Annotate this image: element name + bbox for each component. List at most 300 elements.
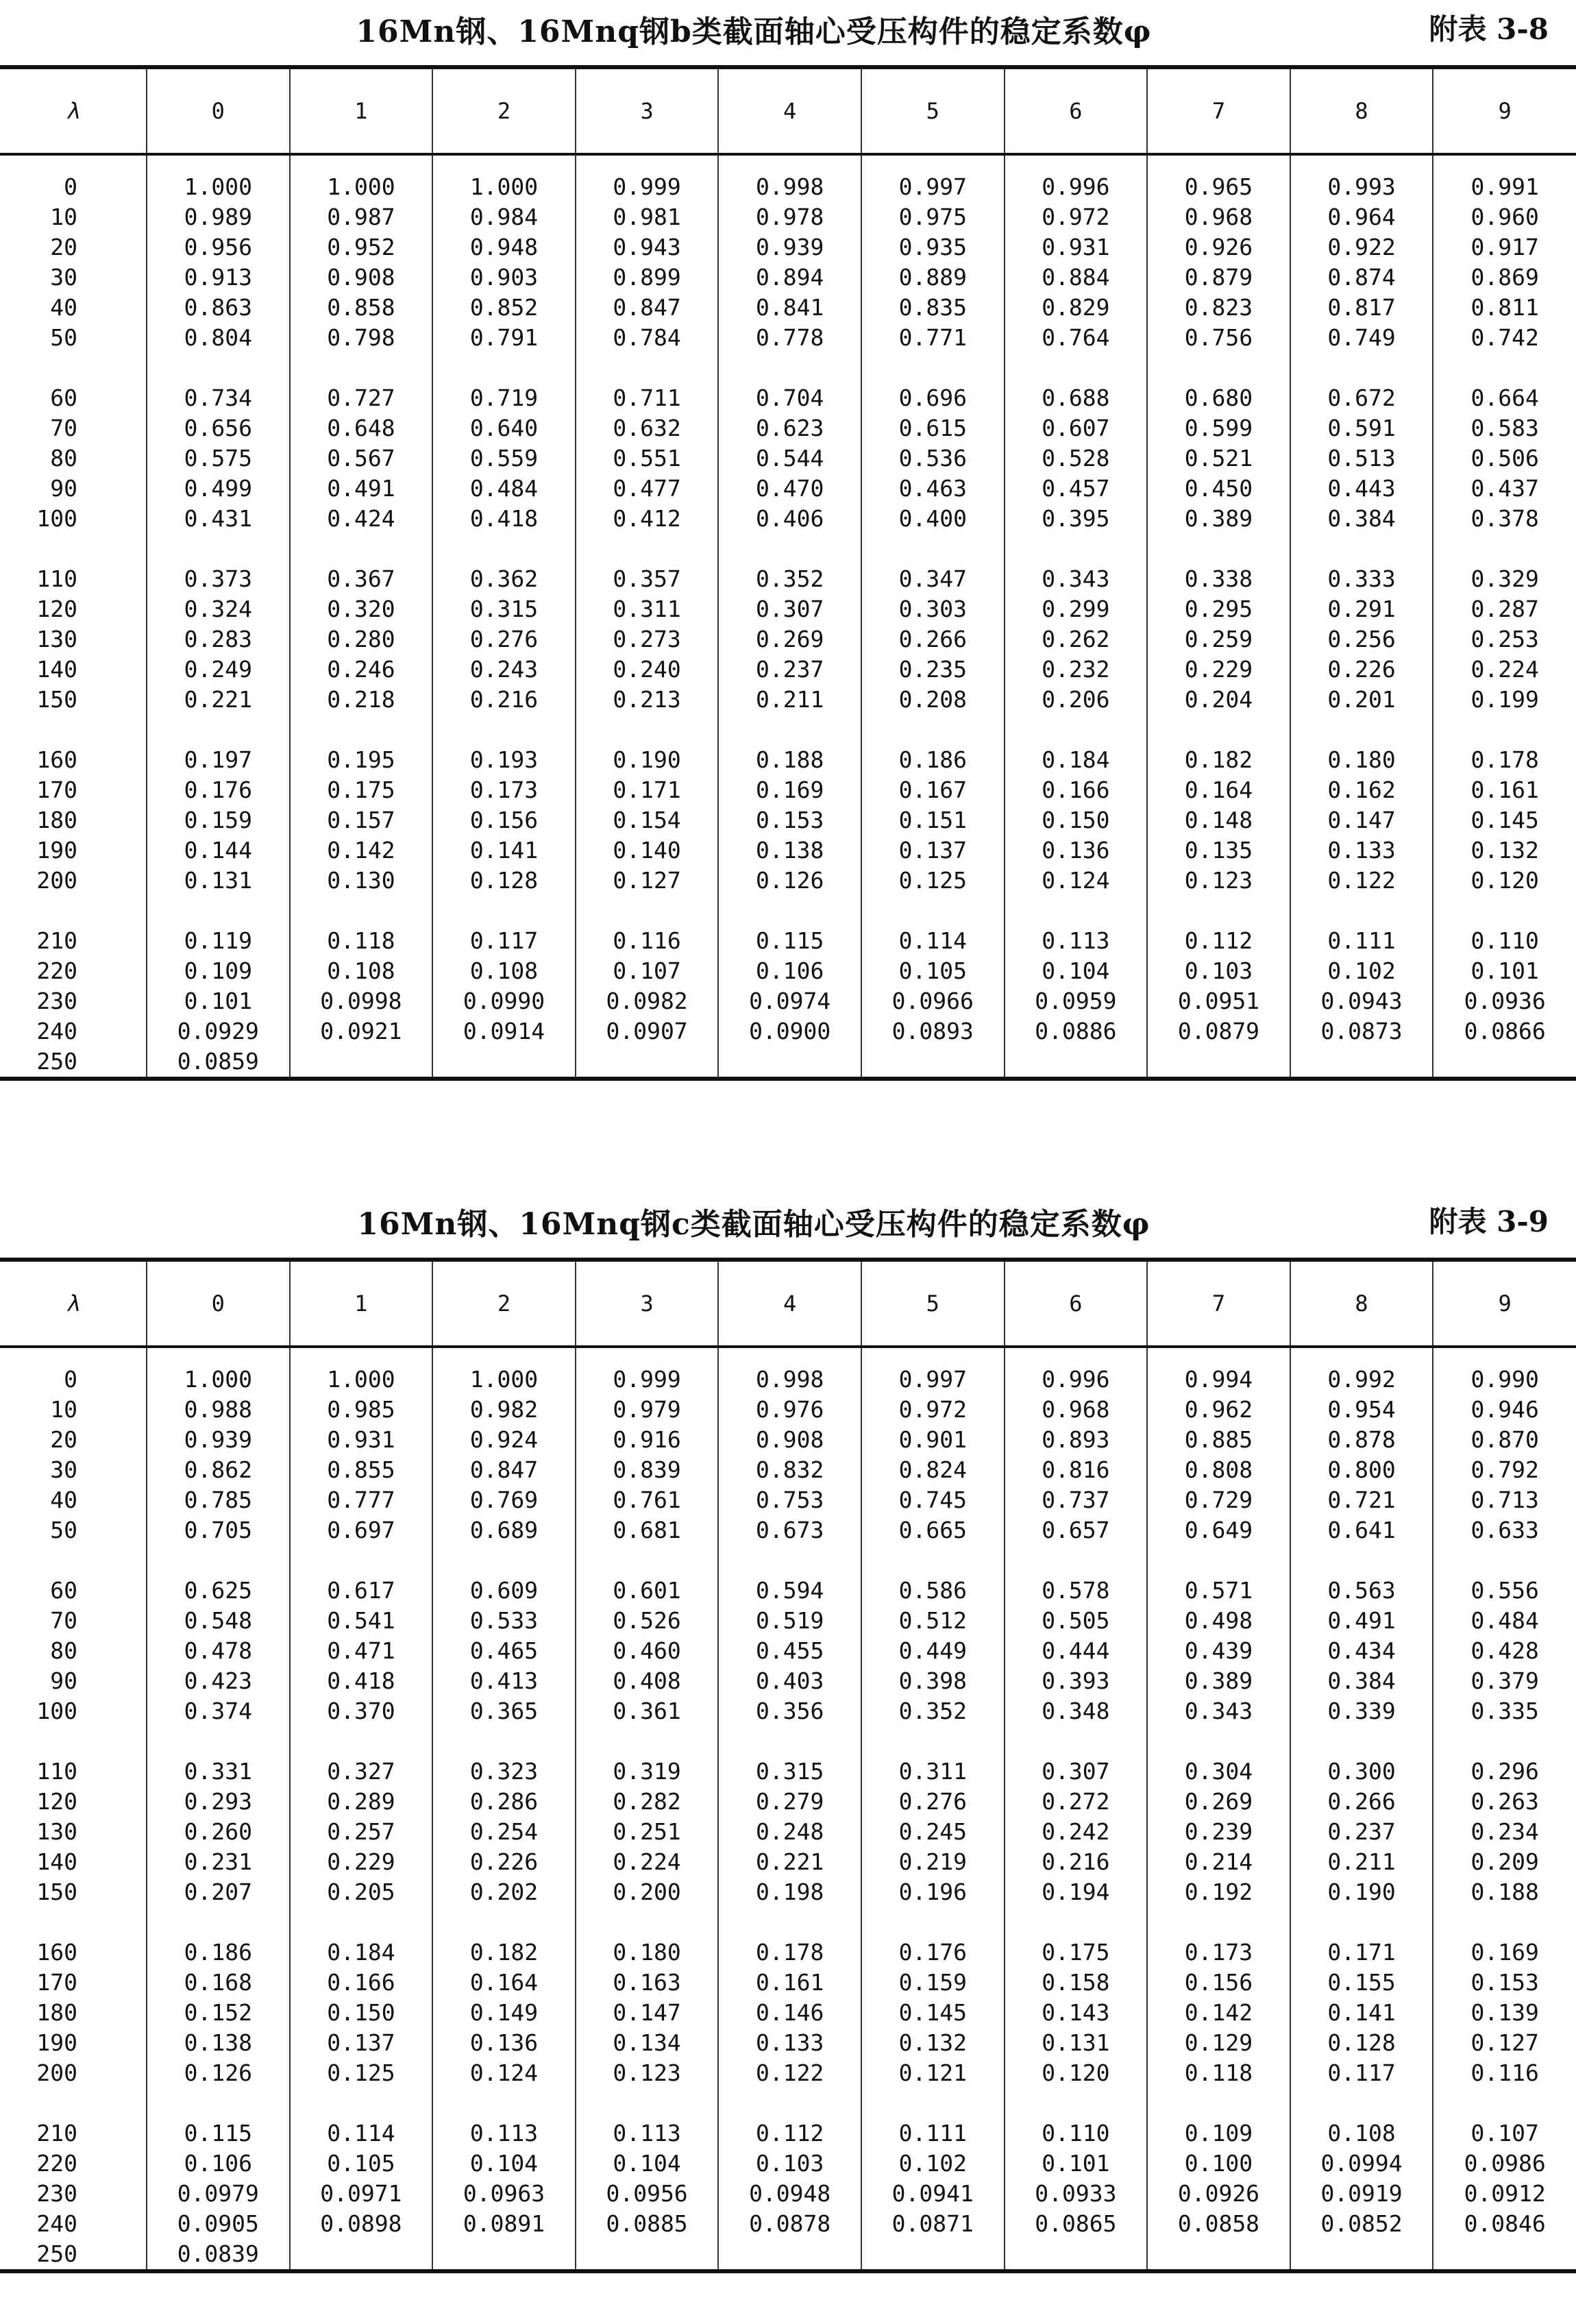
phi-cell: 0.885	[1147, 1425, 1290, 1455]
phi-cell: 0.147	[576, 1998, 719, 2028]
phi-cell: 0.996	[1005, 1347, 1148, 1395]
spacer-cell	[1433, 2088, 1576, 2118]
phi-cell: 1.000	[432, 1347, 576, 1395]
appendix-number: 附表 3-9	[1429, 1205, 1549, 1238]
phi-cell: 0.202	[432, 1877, 576, 1907]
phi-cell: 0.0971	[290, 2179, 433, 2209]
group-spacer	[0, 534, 1576, 564]
phi-cell: 0.184	[1005, 745, 1148, 775]
phi-cell: 0.320	[290, 594, 433, 624]
phi-cell: 0.171	[1290, 1937, 1433, 1968]
phi-cell: 0.126	[147, 2058, 290, 2088]
phi-cell: 0.146	[718, 1998, 861, 2028]
phi-cell: 0.118	[1147, 2058, 1290, 2088]
phi-cell: 0.289	[290, 1787, 433, 1817]
table-row	[0, 1847, 1576, 1877]
phi-cell: 0.311	[861, 1757, 1005, 1787]
phi-cell: 0.125	[861, 866, 1005, 896]
phi-cell: 0.213	[576, 685, 719, 715]
phi-cell: 0.161	[718, 1968, 861, 1998]
phi-cell: 0.102	[1290, 956, 1433, 986]
phi-cell: 0.127	[576, 866, 719, 896]
phi-cell: 0.648	[290, 413, 433, 443]
phi-cell: 0.599	[1147, 413, 1290, 443]
phi-cell: 0.0893	[861, 1016, 1005, 1047]
phi-cell: 0.148	[1147, 805, 1290, 835]
phi-cell: 0.124	[432, 2058, 576, 2088]
phi-cell	[1005, 1047, 1148, 1079]
lambda-cell: 90	[50, 1667, 77, 1694]
spacer-cell	[1433, 353, 1576, 383]
phi-cell: 0.533	[432, 1606, 576, 1636]
phi-cell: 0.257	[290, 1817, 433, 1847]
phi-cell: 0.0998	[290, 986, 433, 1016]
phi-cell: 0.0898	[290, 2209, 433, 2239]
phi-cell: 0.126	[718, 866, 861, 896]
spacer-cell	[1290, 1907, 1433, 1937]
phi-cell: 0.976	[718, 1395, 861, 1425]
lambda-cell: 210	[36, 2120, 77, 2146]
table-row	[0, 1016, 1576, 1047]
spacer-cell	[1147, 534, 1290, 564]
phi-cell: 0.173	[432, 775, 576, 805]
table-row	[0, 564, 1576, 594]
lambda-cell: 30	[50, 1456, 77, 1483]
phi-cell: 0.696	[861, 383, 1005, 413]
phi-cell: 0.0956	[576, 2179, 719, 2209]
phi-cell: 0.943	[576, 232, 719, 262]
spacer-cell	[1290, 715, 1433, 745]
phi-cell: 0.0986	[1433, 2149, 1576, 2179]
phi-cell: 0.769	[432, 1485, 576, 1515]
phi-cell: 0.323	[432, 1757, 576, 1787]
phi-cell: 0.823	[1147, 293, 1290, 323]
lambda-cell: 10	[50, 204, 77, 230]
table-row	[0, 2209, 1576, 2239]
spacer-cell	[1147, 2088, 1290, 2118]
table-row	[0, 504, 1576, 534]
phi-cell: 0.869	[1433, 262, 1576, 293]
phi-cell: 0.384	[1290, 504, 1433, 534]
phi-cell: 0.444	[1005, 1636, 1148, 1666]
spacer-cell	[290, 1907, 433, 1937]
phi-cell: 0.839	[576, 1455, 719, 1485]
lambda-cell: 220	[36, 2150, 77, 2177]
header-col-4: 4	[718, 67, 861, 154]
spacer-cell	[290, 715, 433, 745]
phi-cell: 0.591	[1290, 413, 1433, 443]
phi-cell: 0.303	[861, 594, 1005, 624]
phi-cell: 0.491	[290, 474, 433, 504]
phi-cell: 0.756	[1147, 323, 1290, 353]
phi-cell: 1.000	[147, 1347, 290, 1395]
header-col-7: 7	[1147, 67, 1290, 154]
phi-cell: 0.164	[432, 1968, 576, 1998]
header-col-6: 6	[1005, 67, 1148, 154]
phi-cell: 0.811	[1433, 293, 1576, 323]
phi-cell: 0.134	[576, 2028, 719, 2058]
phi-cell: 0.862	[147, 1455, 290, 1485]
phi-cell: 1.000	[147, 154, 290, 202]
phi-cell	[861, 2239, 1005, 2271]
phi-cell: 0.0929	[147, 1016, 290, 1047]
phi-cell: 0.209	[1433, 1847, 1576, 1877]
phi-cell: 0.114	[861, 926, 1005, 956]
phi-cell: 0.333	[1290, 564, 1433, 594]
lambda-cell: 40	[50, 1487, 77, 1513]
lambda-cell: 190	[36, 837, 77, 864]
phi-cell: 0.705	[147, 1515, 290, 1545]
phi-cell: 0.841	[718, 293, 861, 323]
lambda-cell: 30	[50, 264, 77, 291]
spacer-cell	[0, 1726, 147, 1757]
table-row	[0, 1606, 1576, 1636]
phi-cell: 0.184	[290, 1937, 433, 1968]
phi-cell: 0.528	[1005, 443, 1148, 474]
table-row	[0, 2179, 1576, 2209]
spacer-cell	[1147, 1545, 1290, 1576]
table-row	[0, 1787, 1576, 1817]
lambda-cell: 160	[36, 746, 77, 773]
phi-cell: 0.173	[1147, 1937, 1290, 1968]
phi-cell: 0.295	[1147, 594, 1290, 624]
phi-cell	[432, 2239, 576, 2271]
phi-cell: 0.998	[718, 154, 861, 202]
phi-cell: 0.777	[290, 1485, 433, 1515]
phi-cell: 0.293	[147, 1787, 290, 1817]
phi-cell: 0.894	[718, 262, 861, 293]
phi-cell: 0.104	[432, 2149, 576, 2179]
table-row	[0, 1636, 1576, 1666]
table-row	[0, 154, 1576, 202]
header-col-1: 1	[290, 1260, 433, 1347]
phi-cell: 0.847	[576, 293, 719, 323]
phi-cell: 0.251	[576, 1817, 719, 1847]
phi-cell: 0.232	[1005, 655, 1148, 685]
group-spacer	[0, 2088, 1576, 2118]
phi-cell: 0.594	[718, 1576, 861, 1606]
phi-cell: 0.954	[1290, 1395, 1433, 1425]
phi-cell: 0.879	[1147, 262, 1290, 293]
spacer-cell	[147, 896, 290, 926]
phi-cell: 0.835	[861, 293, 1005, 323]
phi-cell: 0.852	[432, 293, 576, 323]
phi-cell: 0.118	[290, 926, 433, 956]
phi-cell: 0.808	[1147, 1455, 1290, 1485]
phi-cell: 0.108	[432, 956, 576, 986]
phi-cell: 0.166	[1005, 775, 1148, 805]
phi-cell	[1290, 2239, 1433, 2271]
phi-cell: 0.0871	[861, 2209, 1005, 2239]
spacer-cell	[432, 896, 576, 926]
phi-cell: 0.0900	[718, 1016, 861, 1047]
phi-cell	[1005, 2239, 1148, 2271]
table-row	[0, 624, 1576, 655]
stability-coefficient-table	[0, 1258, 1576, 2273]
phi-cell: 0.734	[147, 383, 290, 413]
phi-cell: 0.133	[1290, 835, 1433, 866]
spacer-cell	[432, 534, 576, 564]
phi-cell: 0.116	[1433, 2058, 1576, 2088]
phi-cell: 0.672	[1290, 383, 1433, 413]
phi-cell: 0.0858	[1147, 2209, 1290, 2239]
header-col-7: 7	[1147, 1260, 1290, 1347]
table-header-row	[0, 67, 1576, 154]
phi-cell: 0.0990	[432, 986, 576, 1016]
phi-cell: 0.324	[147, 594, 290, 624]
phi-cell: 0.513	[1290, 443, 1433, 474]
lambda-cell: 190	[36, 2029, 77, 2056]
header-col-9: 9	[1433, 1260, 1576, 1347]
spacer-cell	[432, 1545, 576, 1576]
table-row	[0, 835, 1576, 866]
phi-cell: 0.571	[1147, 1576, 1290, 1606]
phi-cell: 0.998	[718, 1347, 861, 1395]
phi-cell: 0.505	[1005, 1606, 1148, 1636]
phi-cell: 0.211	[718, 685, 861, 715]
phi-cell: 0.664	[1433, 383, 1576, 413]
phi-cell: 0.0878	[718, 2209, 861, 2239]
phi-cell: 0.190	[1290, 1877, 1433, 1907]
phi-cell: 0.280	[290, 624, 433, 655]
phi-cell: 0.211	[1290, 1847, 1433, 1877]
phi-cell: 0.948	[432, 232, 576, 262]
lambda-cell: 0	[64, 1366, 77, 1393]
phi-cell: 0.164	[1147, 775, 1290, 805]
table-row	[0, 1347, 1576, 1395]
phi-cell: 0.0919	[1290, 2179, 1433, 2209]
phi-cell: 0.125	[290, 2058, 433, 2088]
phi-cell: 0.499	[147, 474, 290, 504]
phi-cell: 0.400	[861, 504, 1005, 534]
phi-cell: 0.339	[1290, 1696, 1433, 1726]
header-lambda: λ	[0, 1260, 147, 1347]
phi-cell: 0.204	[1147, 685, 1290, 715]
phi-cell: 0.100	[1147, 2149, 1290, 2179]
phi-cell: 0.491	[1290, 1606, 1433, 1636]
table-row	[0, 323, 1576, 353]
phi-cell: 0.559	[432, 443, 576, 474]
phi-cell: 0.575	[147, 443, 290, 474]
phi-cell: 0.101	[1005, 2149, 1148, 2179]
phi-cell: 0.413	[432, 1666, 576, 1696]
table-row	[0, 1998, 1576, 2028]
phi-cell: 0.237	[718, 655, 861, 685]
phi-cell: 0.113	[576, 2118, 719, 2149]
lambda-cell: 230	[36, 988, 77, 1014]
phi-cell: 0.551	[576, 443, 719, 474]
phi-cell: 0.113	[1005, 926, 1148, 956]
spacer-cell	[1433, 1545, 1576, 1576]
phi-cell: 0.221	[718, 1847, 861, 1877]
phi-cell: 0.127	[1433, 2028, 1576, 2058]
lambda-cell: 120	[36, 1788, 77, 1815]
table-row	[0, 2058, 1576, 2088]
phi-cell: 0.563	[1290, 1576, 1433, 1606]
phi-cell: 0.632	[576, 413, 719, 443]
spacer-cell	[0, 896, 147, 926]
spacer-cell	[1147, 896, 1290, 926]
phi-cell: 0.109	[147, 956, 290, 986]
phi-cell: 0.142	[290, 835, 433, 866]
spacer-cell	[576, 2088, 719, 2118]
phi-cell: 0.307	[718, 594, 861, 624]
phi-cell: 0.154	[576, 805, 719, 835]
phi-cell: 0.583	[1433, 413, 1576, 443]
table-row	[0, 1696, 1576, 1726]
phi-cell: 0.0852	[1290, 2209, 1433, 2239]
phi-cell: 0.307	[1005, 1757, 1148, 1787]
phi-cell: 0.681	[576, 1515, 719, 1545]
phi-cell: 0.968	[1147, 202, 1290, 232]
phi-cell: 0.147	[1290, 805, 1433, 835]
spacer-cell	[1290, 2088, 1433, 2118]
phi-cell: 0.262	[1005, 624, 1148, 655]
spacer-cell	[147, 2088, 290, 2118]
phi-cell: 0.997	[861, 154, 1005, 202]
phi-cell: 0.299	[1005, 594, 1148, 624]
phi-cell: 0.991	[1433, 154, 1576, 202]
spacer-cell	[290, 1726, 433, 1757]
phi-cell: 0.370	[290, 1696, 433, 1726]
phi-cell: 0.939	[147, 1425, 290, 1455]
phi-cell: 0.972	[1005, 202, 1148, 232]
lambda-cell: 120	[36, 596, 77, 622]
table-row	[0, 1395, 1576, 1425]
spacer-cell	[432, 1907, 576, 1937]
phi-cell: 0.711	[576, 383, 719, 413]
phi-cell: 0.477	[576, 474, 719, 504]
lambda-cell: 200	[36, 867, 77, 894]
phi-cell: 0.171	[576, 775, 719, 805]
phi-cell: 0.234	[1433, 1817, 1576, 1847]
lambda-cell: 50	[50, 324, 77, 351]
spacer-cell	[147, 1545, 290, 1576]
phi-cell: 0.993	[1290, 154, 1433, 202]
lambda-cell: 0	[64, 173, 77, 200]
spacer-cell	[718, 715, 861, 745]
phi-cell: 0.785	[147, 1485, 290, 1515]
phi-cell: 0.104	[576, 2149, 719, 2179]
phi-cell: 0.194	[1005, 1877, 1148, 1907]
lambda-cell: 80	[50, 1637, 77, 1664]
phi-cell: 0.113	[432, 2118, 576, 2149]
spacer-cell	[861, 534, 1005, 564]
table-row	[0, 866, 1576, 896]
phi-cell: 0.761	[576, 1485, 719, 1515]
header-col-9: 9	[1433, 67, 1576, 154]
phi-cell: 0.175	[1005, 1937, 1148, 1968]
phi-cell: 0.946	[1433, 1395, 1576, 1425]
phi-cell: 0.471	[290, 1636, 433, 1666]
phi-cell: 0.926	[1147, 232, 1290, 262]
phi-cell: 0.465	[432, 1636, 576, 1666]
lambda-cell: 250	[0, 1047, 147, 1079]
spacer-cell	[1005, 1907, 1148, 1937]
phi-cell: 0.122	[1290, 866, 1433, 896]
phi-cell: 0.816	[1005, 1455, 1148, 1485]
phi-cell: 0.457	[1005, 474, 1148, 504]
phi-cell: 0.112	[1147, 926, 1290, 956]
phi-cell: 0.858	[290, 293, 433, 323]
phi-cell: 0.206	[1005, 685, 1148, 715]
phi-cell: 0.578	[1005, 1576, 1148, 1606]
phi-cell: 0.159	[861, 1968, 1005, 1998]
phi-cell: 0.235	[861, 655, 1005, 685]
spacer-cell	[432, 715, 576, 745]
group-spacer	[0, 353, 1576, 383]
phi-cell: 0.283	[147, 624, 290, 655]
spacer-cell	[290, 1545, 433, 1576]
table-row	[0, 443, 1576, 474]
phi-cell: 0.697	[290, 1515, 433, 1545]
phi-cell: 0.374	[147, 1696, 290, 1726]
spacer-cell	[1290, 896, 1433, 926]
phi-cell: 0.437	[1433, 474, 1576, 504]
phi-cell: 0.131	[147, 866, 290, 896]
phi-cell: 0.680	[1147, 383, 1290, 413]
spacer-cell	[1005, 1545, 1148, 1576]
spacer-cell	[1005, 2088, 1148, 2118]
phi-cell: 0.155	[1290, 1968, 1433, 1998]
phi-cell: 0.207	[147, 1877, 290, 1907]
phi-cell: 0.153	[718, 805, 861, 835]
phi-cell: 0.992	[1290, 1347, 1433, 1395]
phi-cell: 0.152	[147, 1998, 290, 2028]
spacer-cell	[1147, 1726, 1290, 1757]
phi-cell: 0.176	[861, 1937, 1005, 1968]
phi-cell: 0.248	[718, 1817, 861, 1847]
header-col-3: 3	[576, 1260, 719, 1347]
lambda-cell: 250	[0, 2239, 147, 2271]
lambda-cell: 140	[36, 656, 77, 683]
phi-cell: 0.300	[1290, 1757, 1433, 1787]
phi-cell: 0.237	[1290, 1817, 1433, 1847]
phi-cell: 0.536	[861, 443, 1005, 474]
spacer-cell	[1005, 715, 1148, 745]
phi-cell: 0.982	[432, 1395, 576, 1425]
phi-cell: 0.253	[1433, 624, 1576, 655]
phi-cell: 0.287	[1433, 594, 1576, 624]
spacer-cell	[147, 353, 290, 383]
phi-cell: 0.999	[576, 1347, 719, 1395]
phi-cell: 0.688	[1005, 383, 1148, 413]
phi-cell: 0.121	[861, 2058, 1005, 2088]
phi-cell: 0.141	[432, 835, 576, 866]
phi-cell: 0.689	[432, 1515, 576, 1545]
phi-cell: 0.131	[1005, 2028, 1148, 2058]
phi-cell: 0.132	[1433, 835, 1576, 866]
phi-cell: 0.989	[147, 202, 290, 232]
phi-cell: 0.908	[718, 1425, 861, 1455]
spacer-cell	[0, 1907, 147, 1937]
phi-cell: 0.182	[1147, 745, 1290, 775]
table-row	[0, 202, 1576, 232]
phi-cell: 0.348	[1005, 1696, 1148, 1726]
lambda-cell: 130	[36, 626, 77, 652]
lambda-cell: 240	[36, 1018, 77, 1044]
phi-cell: 0.792	[1433, 1455, 1576, 1485]
header-col-8: 8	[1290, 67, 1433, 154]
phi-cell: 0.567	[290, 443, 433, 474]
phi-cell: 0.240	[576, 655, 719, 685]
phi-cell: 0.296	[1433, 1757, 1576, 1787]
phi-cell: 0.657	[1005, 1515, 1148, 1545]
phi-cell: 0.863	[147, 293, 290, 323]
lambda-cell: 180	[36, 807, 77, 833]
phi-cell: 0.0885	[576, 2209, 719, 2239]
phi-cell: 0.201	[1290, 685, 1433, 715]
